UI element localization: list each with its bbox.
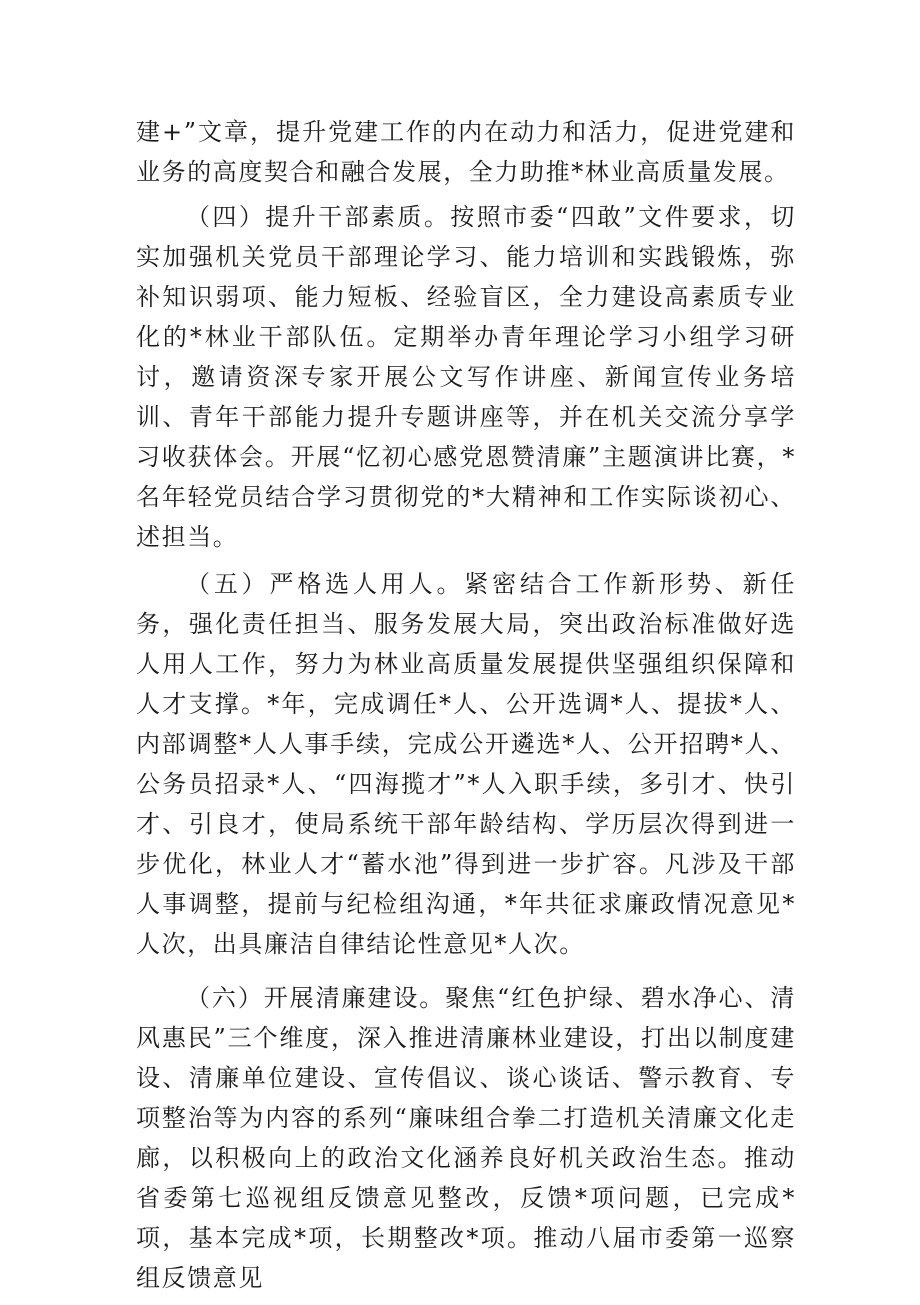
document-body	[136, 112, 796, 1305]
paragraph-continuation: 建+”文章，提升党建工作的内在动力和活力，促进党建和业务的高度契合和融合发展，全力助推*林业高质量发展。	[136, 118, 796, 186]
paragraph-section-4: （四）提升干部素质。按照市委“四敢”文件要求，切实加强机关党员干部理论学习、能力培训和实践锻炼，弥补知识弱项、能力短板、经验盲区，全力建设高素质专业化的*林业干部队伍。定期举办青年理论学习小组学习研讨，邀请资深专家开展公文写作讲座、新闻宣传业务培训、青年干部能力提升专题讲座等，并在机关交流分享学习收获体会。开展“忆初心感党恩赞清廉”主题演讲比赛，*名年轻党员结合学习贯彻党的*大精神和工作实际谈初心、述担当。	[136, 203, 796, 551]
paragraph-section-6: （六）开展清廉建设。聚焦“红色护绿、碧水净心、清风惠民”三个维度，深入推进清廉林业建设，打出以制度建设、清廉单位建设、宣传倡议、谈心谈话、警示教育、专项整治等为内容的系列“廉味组合拳二打造机关清廉文化走廊，以积极向上的政治文化涵养良好机关政治生态。推动省委第七巡视组反馈意见整改，反馈*项问题，已完成*项，基本完成*项，长期整改*项。推动八届市委第一巡察组反馈意见	[136, 984, 796, 1292]
paragraph-section-5: （五）严格选人用人。紧密结合工作新形势、新任务，强化责任担当、服务发展大局，突出政治标准做好选人用人工作，努力为林业高质量发展提供坚强组织保障和人才支撑。*年，完成调任*人、公开选调*人、提拔*人、内部调整*人人事手续，完成公开遴选*人、公开招聘*人、公务员招录*人、“四海揽才”*人入职手续，多引才、快引才、引良才，使局系统干部年龄结构、学历层次得到进一步优化，林业人才“蓄水池”得到进一步扩容。凡涉及干部人事调整，提前与纪检组沟通，*年共征求廉政情况意见*人次，出具廉洁自律结论性意见*人次。	[136, 570, 796, 958]
